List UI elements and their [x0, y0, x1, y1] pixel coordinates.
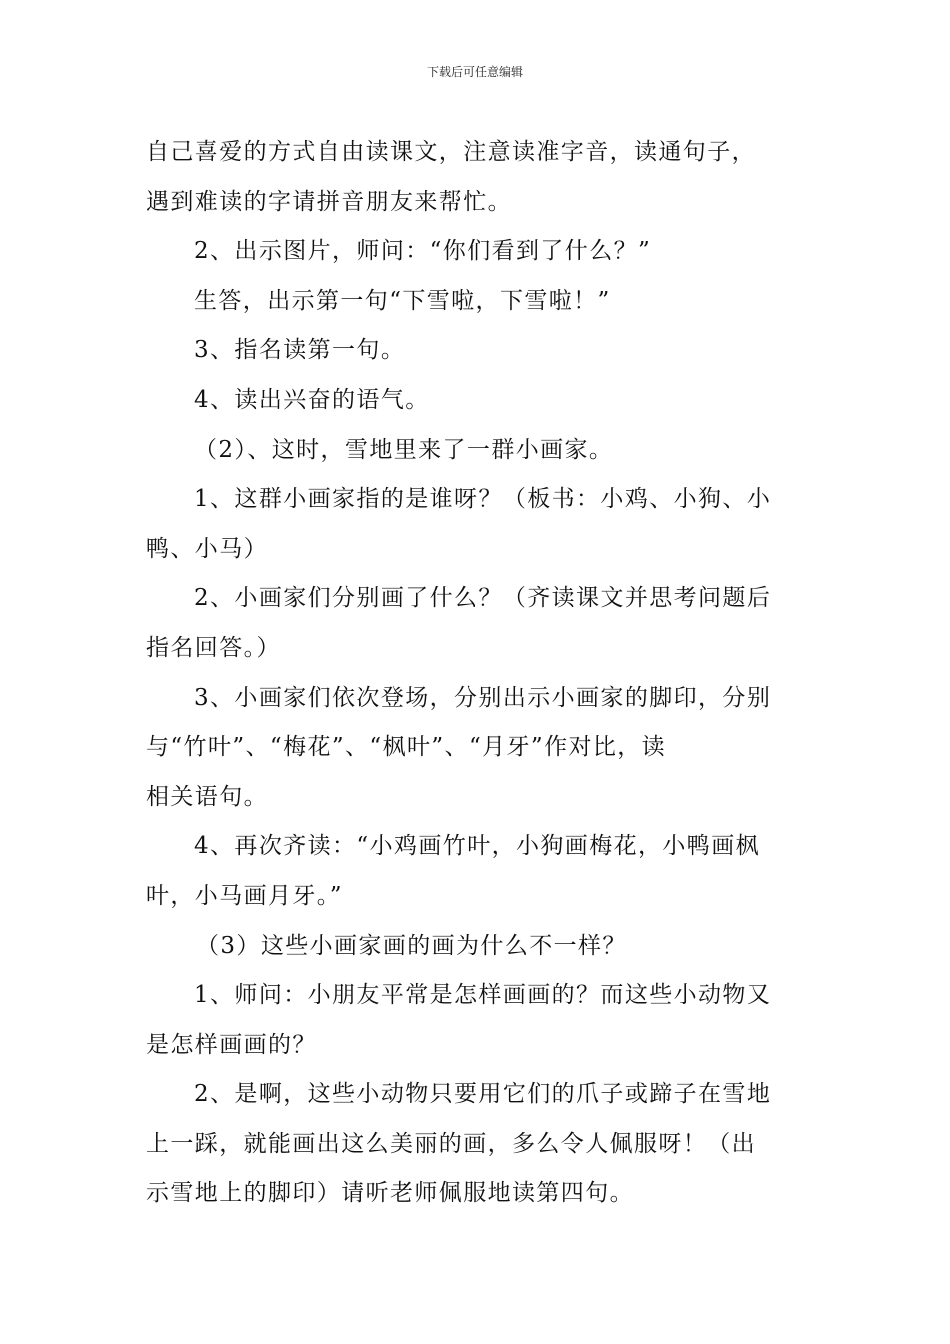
text-line: 1、师问：小朋友平常是怎样画画的？而这些小动物又 [194, 982, 772, 1009]
section-heading: （3）这些小画家画的画为什么不一样？ [196, 932, 627, 959]
text-line: 3、小画家们依次登场，分别出示小画家的脚印，分别 [194, 684, 772, 711]
text-line: 相关语句。 [146, 783, 268, 810]
text-line: 上一踩，就能画出这么美丽的画，多么令人佩服呀！（出 [146, 1130, 756, 1157]
text-line: 2、出示图片，师问：“你们看到了什么？” [194, 238, 652, 265]
text-line: 2、是啊，这些小动物只要用它们的爪子或蹄子在雪地 [194, 1081, 772, 1108]
document-body [146, 128, 810, 1219]
text-line: 生答，出示第一句“下雪啦，下雪啦！” [194, 287, 611, 314]
text-line: 示雪地上的脚印）请听老师佩服地读第四句。 [146, 1180, 634, 1207]
text-line: 3、指名读第一句。 [194, 337, 406, 364]
section-heading: （2）、这时，雪地里来了一群小画家。 [194, 436, 614, 463]
text-line: 是怎样画画的？ [146, 1031, 317, 1058]
text-line: 2、小画家们分别画了什么？（齐读课文并思考问题后 [194, 585, 772, 612]
text-line: 与“竹叶”、“梅花”、“枫叶”、“月牙”作对比，读 [146, 734, 667, 761]
text-line: 遇到难读的字请拼音朋友来帮忙。 [146, 188, 512, 215]
text-line: 1、这群小画家指的是谁呀？（板书：小鸡、小狗、小 [194, 486, 772, 513]
text-line: 4、再次齐读：“小鸡画竹叶，小狗画梅花，小鸭画枫 [194, 833, 760, 860]
page-header: 下载后可任意编辑 [426, 65, 523, 79]
text-line: 指名回答。） [146, 634, 281, 661]
text-line: 鸭、小马） [146, 535, 268, 562]
text-line: 叶，小马画月牙。” [146, 882, 343, 909]
text-line: 4、读出兴奋的语气。 [194, 386, 430, 413]
text-line: 自己喜爱的方式自由读课文，注意读准字音，读通句子， [146, 139, 756, 165]
